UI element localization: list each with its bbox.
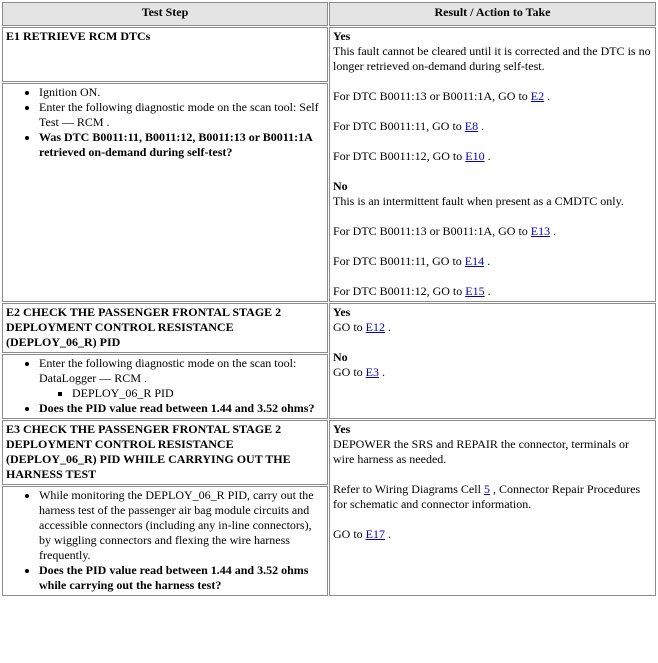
e1-steps (2, 83, 328, 302)
e3-question: • Does the PID value read between 1.44 and 3.52 ohms while carrying out the harness test? (39, 563, 324, 593)
e1-no-text: This is an intermittent fault when present as a CMDTC only. (333, 194, 624, 208)
link-cell-5[interactable]: 5 (483, 482, 490, 496)
e1-yes-text: This fault cannot be cleared until it is corrected and the DTC is no longer retrieved on-demand during self-test. (333, 44, 651, 73)
e1-no-route-2: For DTC B0011:11, GO to E14 . (333, 254, 491, 268)
e2-step-1a: ▪ DEPLOY_06_R PID (72, 386, 324, 401)
e1-result-cell (329, 27, 656, 302)
e3-title: E3 CHECK THE PASSENGER FRONTAL STAGE 2 DEPLOYMENT CONTROL RESISTANCE (DEPLOY_06_R) PID WHILE CARRYING OUT THE HARNESS TEST (2, 420, 328, 485)
e2-yes-label: Yes (333, 305, 351, 319)
e1-step-1: • Ignition ON. (39, 85, 324, 100)
e3-steps (2, 486, 328, 596)
e2-step-1: • Enter the following diagnostic mode on the scan tool: DataLogger — RCM . ▪ DEPLOY_06_R PID (39, 356, 324, 401)
header-result-action: Result / Action to Take (329, 2, 656, 26)
link-e17[interactable]: E17 (365, 527, 386, 541)
table-header-row (2, 2, 656, 26)
e1-yes-route-3: For DTC B0011:12, GO to E10 . (333, 149, 491, 163)
e2-title-row (2, 303, 656, 353)
link-e10[interactable]: E10 (465, 149, 485, 163)
e2-no-route: GO to E3 . (333, 365, 386, 379)
e1-yes-route-2: For DTC B0011:11, GO to E8 . (333, 119, 485, 133)
link-e15[interactable]: E15 (465, 284, 485, 298)
link-e3[interactable]: E3 (365, 365, 380, 379)
e3-goto: GO to E17 . (333, 527, 392, 541)
e1-title: E1 RETRIEVE RCM DTCs (2, 27, 328, 82)
e3-reference: Refer to Wiring Diagrams Cell 5 , Connector Repair Procedures for schematic and connector information. (333, 482, 641, 511)
e2-title: E2 CHECK THE PASSENGER FRONTAL STAGE 2 DEPLOYMENT CONTROL RESISTANCE (DEPLOY_06_R) PID (2, 303, 328, 353)
e1-step-2: • Enter the following diagnostic mode on the scan tool: Self Test — RCM . (39, 100, 324, 130)
e2-yes-route: GO to E12 . (333, 320, 392, 334)
e1-question: • Was DTC B0011:11, B0011:12, B0011:13 or B0011:1A retrieved on-demand during self-test? (39, 130, 324, 160)
e1-no-route-3: For DTC B0011:12, GO to E15 . (333, 284, 491, 298)
e2-result-cell (329, 303, 656, 419)
e1-title-row (2, 27, 656, 82)
header-test-step: Test Step (2, 2, 328, 26)
e1-no-route-1: For DTC B0011:13 or B0011:1A, GO to E13 . (333, 224, 557, 238)
link-e2[interactable]: E2 (530, 89, 545, 103)
e1-yes-label: Yes (333, 29, 351, 43)
link-e14[interactable]: E14 (464, 254, 485, 268)
e1-no-label: No (333, 179, 348, 193)
link-e13[interactable]: E13 (530, 224, 551, 238)
e3-yes-text: DEPOWER the SRS and REPAIR the connector, terminals or wire harness as needed. (333, 437, 630, 466)
e2-steps (2, 354, 328, 419)
e2-question: • Does the PID value read between 1.44 and 3.52 ohms? (39, 401, 324, 416)
e3-result-cell (329, 420, 656, 596)
e3-yes-label: Yes (333, 422, 351, 436)
e2-no-label: No (333, 350, 348, 364)
link-e12[interactable]: E12 (365, 320, 386, 334)
e3-title-row (2, 420, 656, 485)
diagnostic-table (1, 1, 657, 597)
link-e8[interactable]: E8 (464, 119, 479, 133)
e3-step-1: • While monitoring the DEPLOY_06_R PID, carry out the harness test of the passenger air bag module circuits and accessible connectors (including any in-line connectors), by wiggling connectors and flexing the wire harness frequently. (39, 488, 324, 563)
e1-yes-route-1: For DTC B0011:13 or B0011:1A, GO to E2 . (333, 89, 551, 103)
